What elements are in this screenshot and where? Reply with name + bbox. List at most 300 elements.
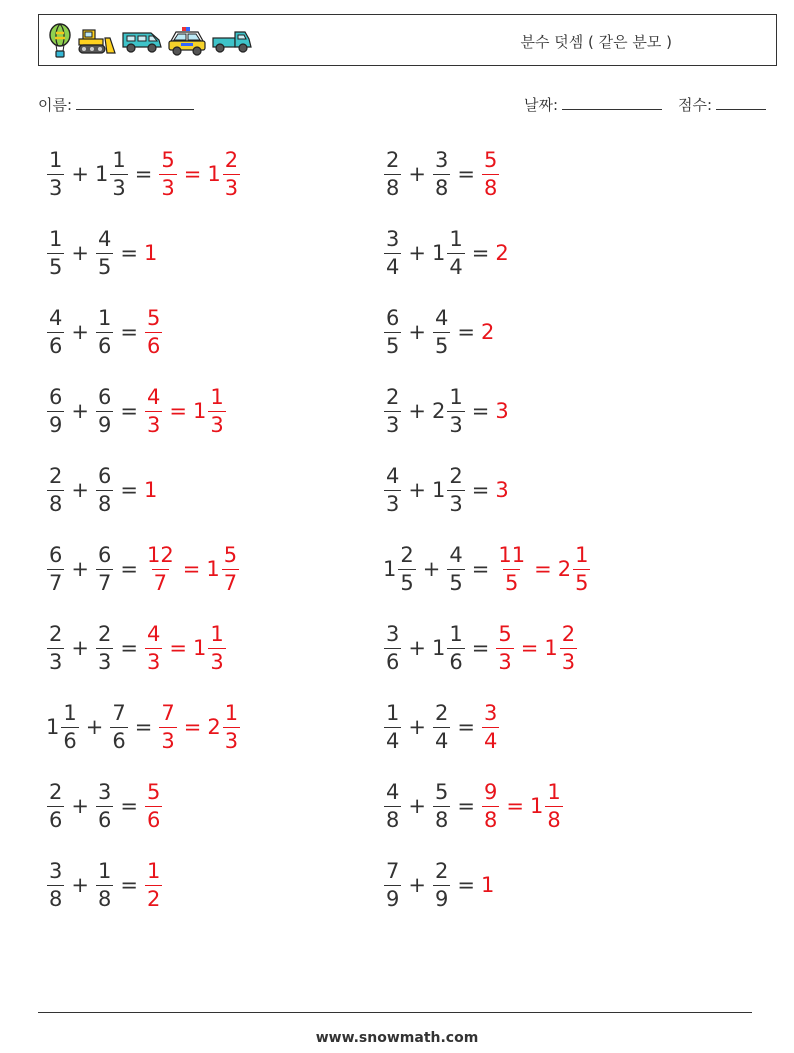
fraction	[384, 384, 401, 437]
answer-term	[481, 873, 495, 897]
addend-a	[46, 305, 65, 358]
equals-sign: =	[471, 399, 490, 423]
problem-14	[383, 616, 578, 680]
addend-b	[432, 858, 451, 911]
answer	[481, 320, 495, 344]
fraction	[482, 700, 499, 753]
denominator: 7	[153, 570, 168, 595]
addend-b	[94, 147, 129, 200]
answer	[495, 621, 578, 674]
numerator: 1	[449, 621, 463, 646]
answer-term	[192, 621, 227, 674]
answer	[481, 700, 500, 753]
problem-12	[383, 537, 591, 601]
plus-sign: +	[71, 320, 89, 344]
denominator: 8	[483, 175, 498, 200]
fraction	[47, 305, 64, 358]
addend-a	[383, 384, 402, 437]
fraction	[384, 858, 401, 911]
addend-a	[46, 542, 65, 595]
numerator: 2	[386, 147, 400, 172]
numerator: 3	[386, 226, 400, 251]
answer-term	[207, 147, 241, 200]
problem-15	[46, 695, 241, 759]
denominator: 3	[386, 412, 400, 437]
fraction	[384, 463, 401, 516]
fraction	[96, 779, 113, 832]
equals-sign: =	[120, 241, 138, 265]
fraction	[398, 542, 415, 595]
denominator: 7	[97, 570, 112, 595]
plus-sign: +	[408, 241, 426, 265]
equals-sign: =	[471, 478, 490, 502]
denominator: 3	[146, 649, 161, 674]
denominator: 6	[146, 807, 161, 832]
denominator: 3	[449, 412, 463, 437]
plus-sign: +	[408, 794, 426, 818]
whole-number: 1	[544, 636, 558, 660]
denominator: 6	[449, 649, 463, 674]
answer-term	[144, 241, 158, 265]
answer	[144, 478, 158, 502]
fraction	[496, 542, 527, 595]
equals-sign: =	[120, 794, 138, 818]
denominator: 3	[224, 175, 239, 200]
fraction	[496, 621, 513, 674]
whole-number: 1	[383, 557, 397, 581]
numerator: 2	[49, 463, 63, 488]
numerator: 1	[575, 542, 589, 567]
date-field	[524, 94, 662, 115]
addend-b	[95, 305, 114, 358]
denominator: 8	[483, 807, 498, 832]
problem-8	[383, 379, 510, 443]
problem-16	[383, 695, 500, 759]
denominator: 3	[498, 649, 512, 674]
answer-term	[481, 147, 500, 200]
addend-b	[95, 858, 114, 911]
denominator: 8	[386, 807, 400, 832]
answer-term	[144, 305, 163, 358]
numerator: 3	[386, 621, 400, 646]
problem-11	[46, 537, 240, 601]
equals-sign: =	[182, 557, 201, 581]
denominator: 4	[386, 728, 400, 753]
name-label: 이름:	[38, 96, 73, 114]
score-blank[interactable]	[716, 95, 766, 110]
denominator: 4	[449, 254, 463, 279]
denominator: 9	[434, 886, 449, 911]
numerator: 2	[97, 621, 112, 646]
fraction	[96, 384, 113, 437]
fraction	[447, 542, 464, 595]
fraction	[223, 147, 240, 200]
plus-sign: +	[71, 478, 89, 502]
numerator: 6	[97, 463, 112, 488]
fraction	[47, 463, 64, 516]
problem-3	[46, 221, 158, 285]
equals-sign: =	[120, 636, 138, 660]
fraction	[433, 779, 450, 832]
answer-term	[495, 621, 514, 674]
answer-term	[207, 700, 241, 753]
denominator: 6	[97, 807, 112, 832]
answer-term	[529, 779, 564, 832]
equals-sign: =	[134, 715, 153, 739]
fraction	[96, 463, 113, 516]
fraction	[96, 226, 113, 279]
equals-sign: =	[169, 399, 187, 423]
numerator: 6	[97, 542, 112, 567]
answer-term	[144, 384, 163, 437]
denominator: 3	[386, 491, 400, 516]
addend-a	[46, 621, 65, 674]
problem-7	[46, 379, 227, 443]
addend-a	[383, 621, 402, 674]
answer-term	[481, 700, 500, 753]
denominator: 4	[483, 728, 498, 753]
answer-term	[158, 147, 177, 200]
fraction	[573, 542, 590, 595]
fraction	[433, 305, 450, 358]
fraction	[145, 384, 162, 437]
fraction	[433, 700, 450, 753]
denominator: 5	[386, 333, 400, 358]
fraction	[384, 147, 401, 200]
equals-sign: =	[120, 399, 138, 423]
numerator: 2	[224, 147, 239, 172]
numerator: 7	[386, 858, 400, 883]
fraction	[384, 226, 401, 279]
numerator: 2	[449, 463, 463, 488]
plus-sign: +	[408, 636, 426, 660]
denominator: 2	[146, 886, 161, 911]
whole-number: 2	[431, 399, 446, 423]
addend-b	[432, 305, 451, 358]
denominator: 3	[449, 491, 463, 516]
plus-sign: +	[85, 715, 104, 739]
plus-sign: +	[71, 241, 89, 265]
answer	[144, 621, 227, 674]
footer-url: www.snowmath.com	[315, 1030, 479, 1046]
equals-sign: =	[534, 557, 552, 581]
whole-number: 1	[143, 478, 158, 502]
fraction	[560, 621, 577, 674]
addend-b	[431, 384, 466, 437]
whole-number: 1	[480, 873, 495, 897]
numerator: 4	[49, 305, 63, 330]
numerator: 7	[161, 700, 175, 725]
answer-term	[495, 399, 509, 423]
answer-term	[557, 542, 592, 595]
denominator: 3	[161, 175, 175, 200]
denominator: 3	[161, 728, 175, 753]
numerator: 2	[400, 542, 414, 567]
numerator: 5	[483, 147, 498, 172]
answer	[495, 478, 509, 502]
answer-term	[144, 779, 163, 832]
numerator: 2	[434, 858, 449, 883]
whole-number: 2	[495, 241, 509, 265]
date-blank[interactable]	[562, 95, 662, 110]
addend-a	[46, 384, 65, 437]
answer-term	[495, 542, 528, 595]
numerator: 1	[386, 700, 400, 725]
addend-b	[431, 621, 466, 674]
numerator: 2	[49, 779, 63, 804]
denominator: 3	[49, 175, 63, 200]
score-label: 점수:	[678, 96, 713, 114]
header-icons	[47, 23, 253, 59]
numerator: 1	[97, 305, 112, 330]
denominator: 5	[97, 254, 112, 279]
denominator: 4	[434, 728, 449, 753]
answer-term	[481, 779, 500, 832]
fraction	[208, 621, 225, 674]
answer-term	[144, 478, 158, 502]
denominator: 6	[146, 333, 161, 358]
van-icon	[121, 27, 163, 55]
numerator: 5	[434, 779, 449, 804]
answer-term	[495, 478, 509, 502]
whole-number: 1	[431, 241, 446, 265]
plus-sign: +	[422, 557, 441, 581]
plus-sign: +	[71, 162, 89, 186]
numerator: 7	[112, 700, 126, 725]
whole-number: 1	[206, 557, 220, 581]
numerator: 1	[224, 700, 239, 725]
numerator: 1	[547, 779, 561, 804]
numerator: 3	[97, 779, 112, 804]
numerator: 1	[146, 858, 161, 883]
denominator: 6	[97, 333, 112, 358]
denominator: 3	[146, 412, 161, 437]
fraction	[384, 621, 401, 674]
answer	[495, 542, 591, 595]
fraction	[384, 305, 401, 358]
fraction	[447, 226, 464, 279]
plus-sign: +	[71, 557, 89, 581]
numerator: 5	[498, 621, 512, 646]
equals-sign: =	[471, 557, 490, 581]
fraction	[482, 147, 499, 200]
answer	[144, 779, 163, 832]
equals-sign: =	[183, 715, 202, 739]
equals-sign: =	[471, 241, 490, 265]
answer	[158, 147, 241, 200]
plus-sign: +	[408, 320, 426, 344]
denominator: 8	[547, 807, 561, 832]
denominator: 3	[97, 649, 112, 674]
addend-a	[46, 700, 80, 753]
equals-sign: =	[120, 320, 138, 344]
equals-sign: =	[120, 557, 138, 581]
numerator: 4	[386, 463, 400, 488]
plus-sign: +	[71, 399, 89, 423]
answer	[481, 873, 495, 897]
fraction	[96, 305, 113, 358]
fraction	[447, 463, 464, 516]
bulldozer-icon	[77, 26, 117, 56]
denominator: 5	[505, 570, 519, 595]
whole-number: 2	[557, 557, 572, 581]
numerator: 2	[561, 621, 576, 646]
plus-sign: +	[408, 715, 426, 739]
numerator: 3	[434, 147, 449, 172]
addend-a	[46, 147, 65, 200]
denominator: 3	[210, 412, 224, 437]
denominator: 8	[434, 807, 449, 832]
numerator: 2	[434, 700, 449, 725]
numerator: 1	[97, 858, 112, 883]
fraction	[47, 621, 64, 674]
denominator: 3	[561, 649, 576, 674]
fraction	[384, 779, 401, 832]
problem-5	[46, 300, 163, 364]
problem-6	[383, 300, 495, 364]
fraction	[47, 147, 64, 200]
fraction	[61, 700, 78, 753]
denominator: 9	[97, 412, 112, 437]
denominator: 8	[97, 886, 112, 911]
whole-number: 1	[143, 241, 158, 265]
whole-number: 3	[495, 478, 509, 502]
problem-18	[383, 774, 564, 838]
plus-sign: +	[408, 478, 426, 502]
denominator: 8	[97, 491, 112, 516]
fraction	[222, 542, 239, 595]
fraction	[47, 384, 64, 437]
whole-number: 3	[495, 399, 509, 423]
pickup-truck-icon	[211, 27, 253, 55]
equals-sign: =	[457, 873, 475, 897]
problem-20	[383, 853, 495, 917]
fraction	[208, 384, 225, 437]
answer-term	[158, 700, 177, 753]
numerator: 4	[449, 542, 463, 567]
denominator: 8	[386, 175, 400, 200]
fraction	[159, 147, 176, 200]
numerator: 5	[146, 305, 161, 330]
whole-number: 2	[480, 320, 495, 344]
equals-sign: =	[169, 636, 187, 660]
denominator: 5	[434, 333, 449, 358]
equals-sign: =	[520, 636, 539, 660]
addend-b	[109, 700, 128, 753]
numerator: 1	[449, 384, 463, 409]
hot-air-balloon-icon	[47, 23, 73, 59]
denominator: 6	[49, 333, 63, 358]
numerator: 1	[49, 226, 63, 251]
fraction	[96, 542, 113, 595]
denominator: 5	[400, 570, 414, 595]
problem-17	[46, 774, 163, 838]
plus-sign: +	[71, 636, 89, 660]
numerator: 4	[97, 226, 112, 251]
addend-b	[95, 463, 114, 516]
numerator: 11	[498, 542, 526, 567]
fraction	[110, 147, 127, 200]
answer	[481, 779, 564, 832]
answer-term	[144, 858, 163, 911]
whole-number: 1	[431, 478, 446, 502]
worksheet-header	[38, 14, 777, 66]
answer	[481, 147, 500, 200]
denominator: 9	[386, 886, 400, 911]
denominator: 6	[49, 807, 63, 832]
numerator: 1	[210, 621, 224, 646]
denominator: 3	[112, 175, 126, 200]
date-label: 날짜:	[524, 96, 559, 114]
denominator: 5	[49, 254, 63, 279]
numerator: 1	[112, 147, 126, 172]
problem-2	[383, 142, 500, 206]
plus-sign: +	[408, 162, 426, 186]
fraction	[110, 700, 127, 753]
fraction	[482, 779, 499, 832]
answer-term	[481, 320, 495, 344]
numerator: 3	[483, 700, 498, 725]
addend-b	[432, 147, 451, 200]
numerator: 1	[210, 384, 224, 409]
problem-9	[46, 458, 158, 522]
fraction	[96, 621, 113, 674]
numerator: 1	[449, 226, 463, 251]
numerator: 6	[49, 542, 63, 567]
numerator: 4	[146, 621, 161, 646]
equals-sign: =	[183, 162, 202, 186]
denominator: 4	[386, 254, 400, 279]
addend-a	[383, 226, 402, 279]
fraction	[96, 858, 113, 911]
denominator: 8	[434, 175, 449, 200]
answer-term	[144, 621, 163, 674]
numerator: 1	[63, 700, 77, 725]
equals-sign: =	[134, 162, 153, 186]
fraction	[433, 858, 450, 911]
police-car-icon	[167, 25, 207, 57]
denominator: 5	[449, 570, 463, 595]
answer	[495, 399, 509, 423]
addend-a	[383, 542, 417, 595]
answer	[144, 305, 163, 358]
fraction	[145, 779, 162, 832]
denominator: 5	[575, 570, 589, 595]
addend-b	[432, 779, 451, 832]
answer	[144, 384, 227, 437]
name-blank[interactable]	[76, 95, 194, 110]
fraction	[47, 226, 64, 279]
whole-number: 1	[192, 636, 207, 660]
fraction	[384, 700, 401, 753]
denominator: 3	[49, 649, 63, 674]
addend-a	[46, 463, 65, 516]
whole-number: 1	[207, 162, 221, 186]
answer-term	[192, 384, 227, 437]
numerator: 3	[49, 858, 63, 883]
footer-divider	[38, 1012, 752, 1013]
answer-term	[206, 542, 240, 595]
denominator: 6	[63, 728, 77, 753]
addend-a	[383, 463, 402, 516]
answer-term	[544, 621, 578, 674]
whole-number: 1	[529, 794, 544, 818]
name-field	[38, 94, 194, 115]
whole-number: 1	[192, 399, 207, 423]
equals-sign: =	[120, 478, 138, 502]
addend-b	[431, 463, 466, 516]
whole-number: 2	[207, 715, 221, 739]
